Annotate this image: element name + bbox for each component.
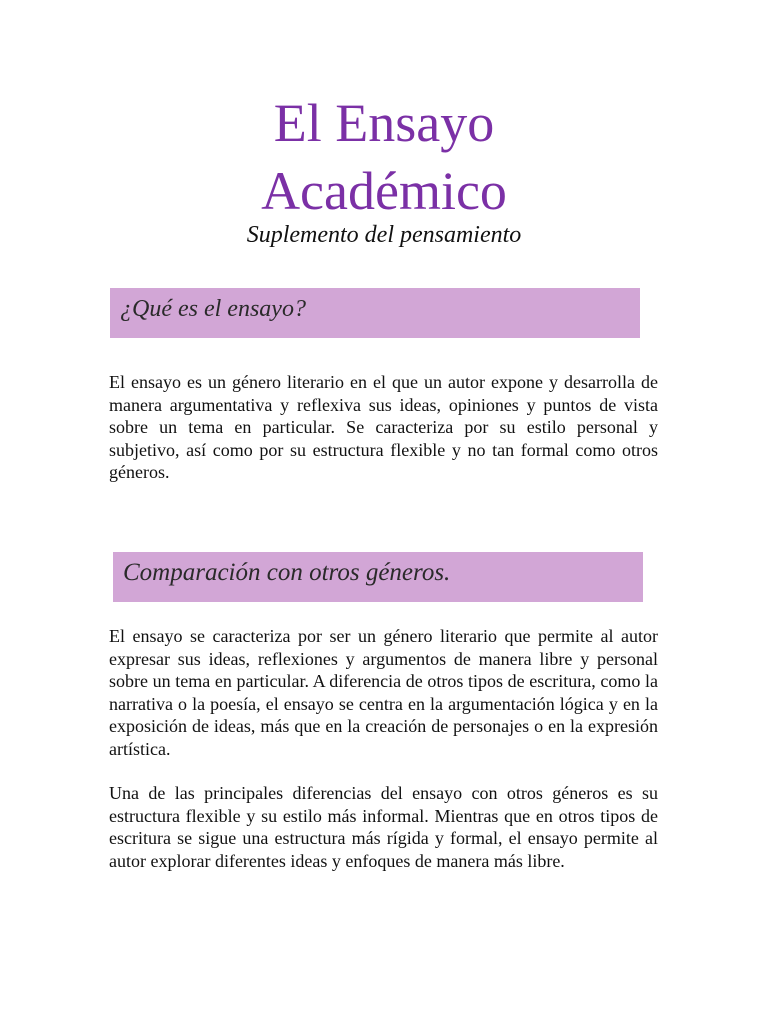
paragraph-comparacion-1: El ensayo se caracteriza por ser un género literario que permite al autor expresar sus ideas, reflexiones y argumentos de manera libre y personal sobre un tema en particular. A diferencia de otros tipos de escritura, como la narrativa o la poesía, el ensayo se centra en la argumentación lógica y en la exposición de ideas, más que en la creación de personajes o en la expresión artística. [109,626,658,759]
section-heading-que-es: ¿Qué es el ensayo? [120,296,306,322]
paragraph-definicion: El ensayo es un género literario en el que un autor expone y desarrolla de manera argumentativa y reflexiva sus ideas, opiniones y puntos de vista sobre un tema en particular. Se caracteriza por su estilo personal y subjetivo, así como por su estructura flexible y no tan formal como otros géneros. [109,372,658,482]
document-subtitle: Suplemento del pensamiento [246,222,522,248]
document-title-line-2: Académico [261,161,507,221]
paragraph-comparacion-2: Una de las principales diferencias del ensayo con otros géneros es su estructura flexible y su estilo más informal. Mientras que en otros tipos de escritura se sigue una estructura más rígida y formal, el ensayo permite al autor explorar diferentes ideas y enfoques de manera más libre. [109,783,658,871]
section-heading-box-que-es [110,288,640,338]
section-heading-box-comparacion [113,552,643,602]
section-heading-comparacion: Comparación con otros géneros. [123,559,451,586]
document-title-line-1: El Ensayo [273,93,495,153]
